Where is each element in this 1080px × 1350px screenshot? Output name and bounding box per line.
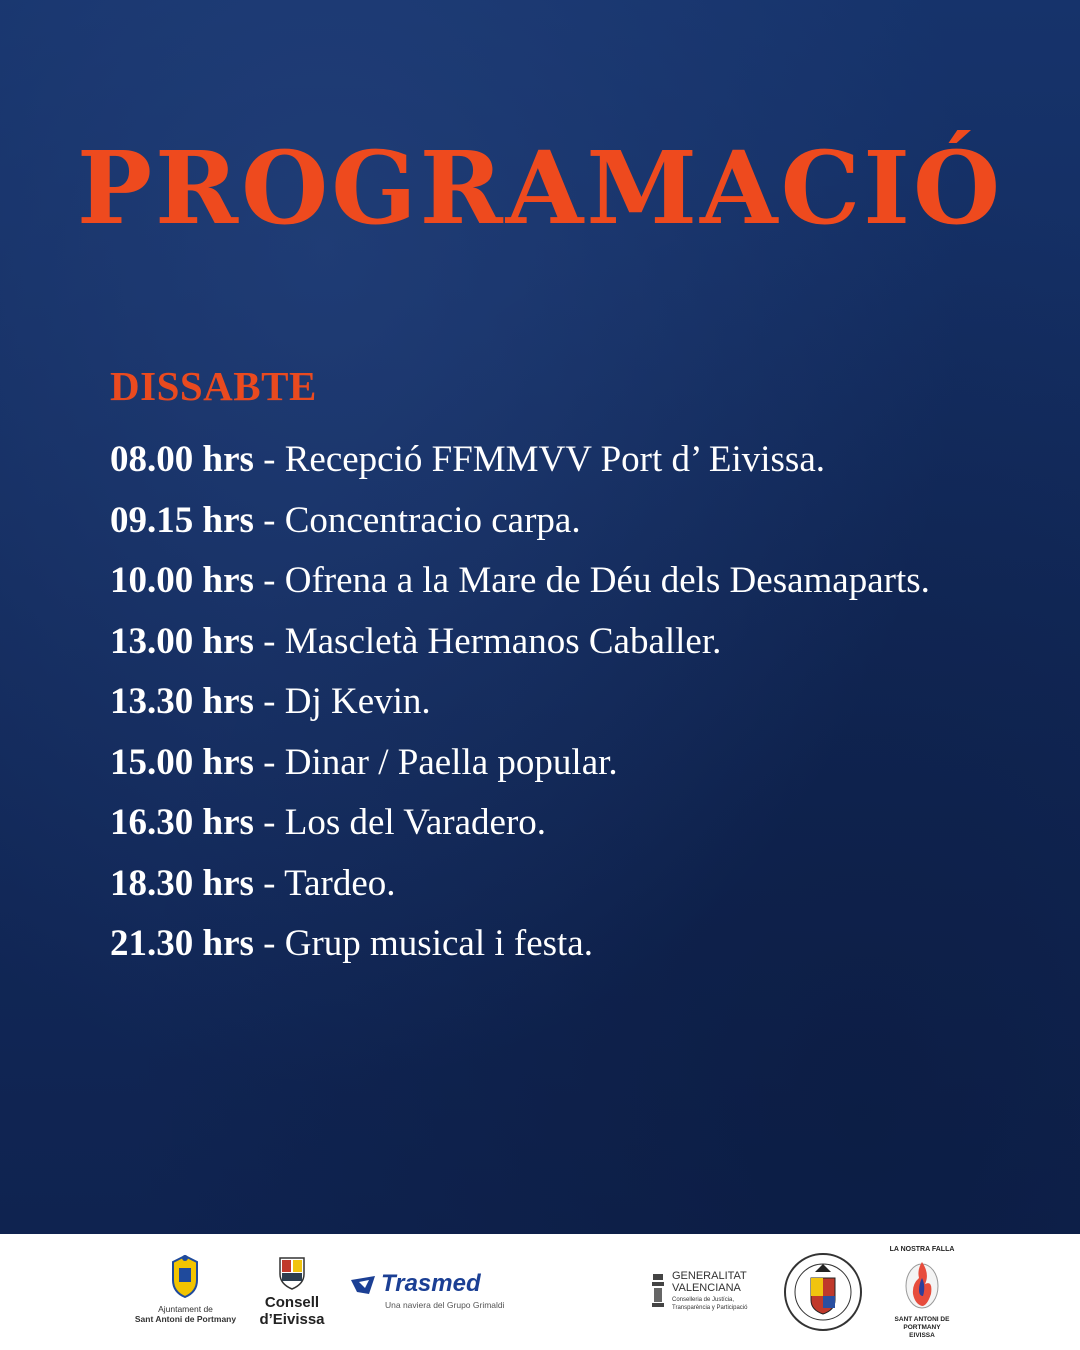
schedule-row — [110, 733, 972, 794]
falla-top-text: LA NOSTRA FALLA — [889, 1246, 955, 1253]
schedule-time: 16.30 hrs — [110, 802, 254, 843]
schedule-separator: - — [253, 923, 285, 964]
ajuntament-logo — [128, 1252, 243, 1336]
ship-icon — [349, 1272, 379, 1298]
schedule-row — [110, 854, 972, 915]
consell-line1: Consell — [264, 1294, 320, 1311]
schedule-event: Concentracio carpa. — [284, 499, 581, 541]
associacio-logo — [782, 1248, 864, 1338]
schedule-list — [110, 430, 972, 975]
schedule-time: 15.00 hrs — [110, 741, 254, 783]
consell-logo — [252, 1248, 332, 1340]
ajuntament-line1: Ajuntament de — [158, 1304, 213, 1314]
schedule-time: 09.15 hrs — [110, 499, 254, 541]
schedule-row — [110, 914, 972, 975]
schedule-separator: - — [253, 802, 285, 843]
schedule-event: Dinar / Paella popular. — [284, 741, 618, 783]
schedule-row — [110, 491, 972, 552]
schedule-event: Los del Varadero. — [284, 802, 547, 843]
consell-line2: d’Eivissa — [259, 1311, 325, 1328]
schedule-separator: - — [253, 862, 285, 904]
generalitat-logo — [650, 1270, 760, 1320]
schedule-time: 21.30 hrs — [110, 923, 254, 964]
schedule-event: Mascletà Hermanos Caballer. — [284, 620, 722, 662]
falla-bottom-line1: SANT ANTONI DE PORTMANY — [894, 1316, 950, 1331]
schedule-separator: - — [253, 741, 285, 783]
generalitat-line3: Conselleria de Justícia, — [672, 1297, 735, 1303]
schedule-row — [110, 430, 972, 491]
ajuntament-line2: Sant Antoni de Portmany — [134, 1314, 237, 1324]
schedule-separator: - — [253, 560, 285, 601]
crest-icon — [168, 1252, 202, 1298]
generalitat-line4: Transparència y Participació — [672, 1305, 748, 1311]
generalitat-line2: VALENCIANA — [672, 1282, 741, 1294]
schedule-time: 13.00 hrs — [110, 620, 254, 662]
schedule-event: Grup musical i festa. — [284, 923, 593, 964]
schedule-time: 08.00 hrs — [110, 439, 254, 480]
generalitat-line1: GENERALITAT — [672, 1270, 747, 1282]
trasmed-tagline: Una naviera del Grupo Grimaldi — [385, 1300, 505, 1310]
trasmed-name: Trasmed — [381, 1270, 481, 1297]
schedule-separator: - — [253, 681, 285, 722]
schedule-row — [110, 672, 972, 733]
schedule-separator: - — [253, 620, 285, 662]
schedule-row — [110, 551, 972, 612]
falla-logo — [880, 1246, 964, 1344]
schedule-event: Dj Kevin. — [284, 681, 431, 722]
generalitat-emblem-icon — [650, 1272, 666, 1308]
falla-bottom-line2: EIVISSA — [909, 1332, 935, 1339]
flame-icon — [897, 1256, 947, 1312]
association-seal-icon — [782, 1248, 864, 1336]
schedule-row — [110, 612, 972, 673]
schedule-row — [110, 793, 972, 854]
schedule-separator: - — [253, 439, 285, 480]
sponsors-footer — [0, 1234, 1080, 1350]
schedule-time: 18.30 hrs — [110, 862, 254, 904]
schedule-separator: - — [253, 499, 285, 541]
page-title: PROGRAMACIÓ — [76, 129, 1004, 247]
trasmed-logo — [345, 1270, 505, 1318]
shield-icon — [277, 1252, 307, 1290]
day-heading: DISSABTE — [110, 363, 317, 409]
schedule-event: Recepció FFMMVV Port d’ Eivissa. — [284, 439, 825, 480]
schedule-event: Tardeo. — [284, 862, 396, 904]
schedule-time: 10.00 hrs — [110, 560, 254, 601]
schedule-event: Ofrena a la Mare de Déu dels Desamaparts. — [284, 560, 930, 601]
schedule-time: 13.30 hrs — [110, 681, 254, 722]
